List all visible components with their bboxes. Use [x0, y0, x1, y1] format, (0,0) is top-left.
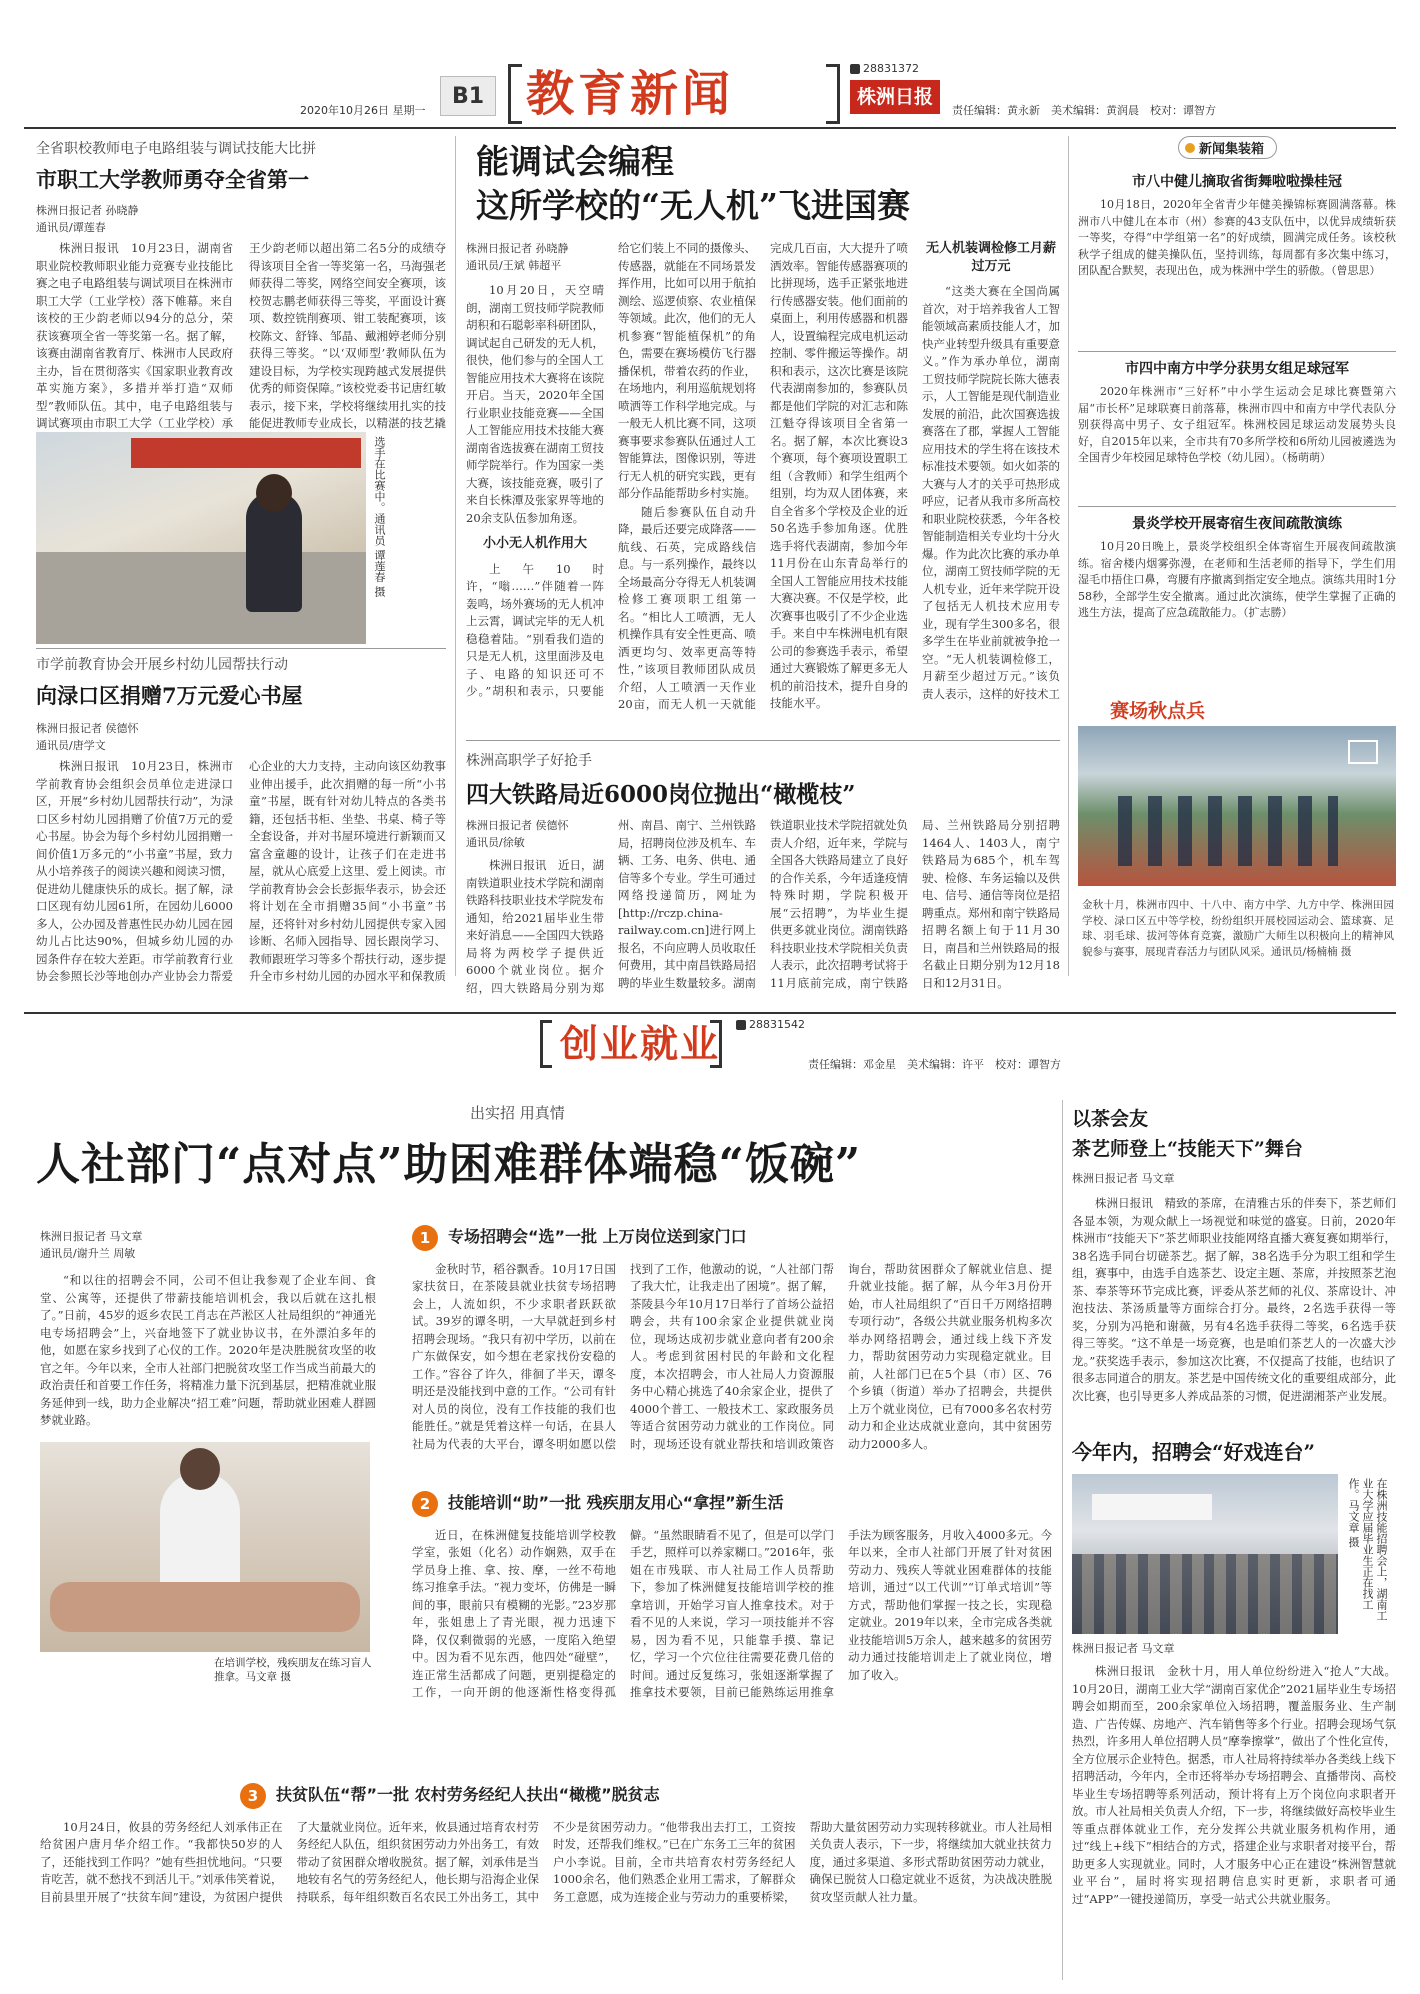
article-kicker: 全省职校教师电子电路组装与调试技能大比拼: [36, 141, 316, 157]
news-briefs-sidebar: [1078, 136, 1396, 655]
section-number-badge: 3: [240, 1783, 266, 1809]
section-bracket-right: [826, 64, 840, 124]
photo-job-fair: [1072, 1474, 1338, 1634]
article-columns: [466, 240, 1060, 716]
subsection-heading: [240, 1782, 1052, 1809]
phone-icon: [736, 1020, 746, 1030]
section-number-badge: 1: [412, 1225, 438, 1251]
subsection-2: [412, 1490, 1052, 1779]
article-byline: 株洲日报记者 孙晓静 通讯员/谭莲春: [36, 204, 139, 234]
article-columns: [412, 1261, 1052, 1479]
article-body-text: “和以往的招聘会不同，公司不但让我参观了企业车间、食堂、公寓等，还提供了带薪技能培训机会，我以后就在这扎根了。”日前，45岁的返乡农民工肖志在芦淞区人社局组织的“神通光电专场招聘会”上，兴奋地签下了就业协议书，在外漂泊多年的他，如愿在家乡找到了心仪的工作。2020年是决胜脱贫攻坚的收官之年。今年以来，全市人社部门把脱贫攻坚工作当成当前最大的政治责任和首要工作任务，将精准力量下沉到基层，把精准就业服务延伸到一线，助力企业解决“招工难”问题，帮助就业困难人群圆梦就业路。: [40, 1273, 376, 1427]
article-columns: [40, 1819, 1052, 1985]
article-body-text: 金秋时节，稻谷飘香。10月17日国家扶贫日，在茶陵县就业扶贫专场招聘会上，人流如织，不少求职者跃跃欲试。39岁的谭冬明，一大早就赶到乡村招聘会现场。“我只有初中学历，以前在广东做保安，如今想在老家找份安稳的工作。”容谷了许久，徘徊了半天，谭冬明还是没能找到中意的工作。“公司有针对人员的岗位，没有工作技能的我们也能胜任。”就是凭着这样一句话，在县人社局为代表的大平台，谭冬明如愿以偿找到了工作，他激动的说，“人社部门帮了我大忙，让我走出了困境”。据了解，茶陵县今年10月17日举行了首场公益招聘会，共有100余家企业提供就业岗位，现场达成初步就业意向者有200余人。考虑到贫困村民的年龄和文化程度，本次招聘会，市人社局人力资源服务中心精心挑选了40余家企业，提供了4000个普工、一般技术工、家政服务员等适合贫困劳动力就业的工作岗位。同时，现场还设有就业帮扶和培训政策咨询台，帮助贫困群众了解就业信息、提升就业技能。据了解，从今年3月份开始，市人社局组织了“百日千万网络招聘专项行动”，各级公共就业服务机构多次举办网络招聘会，通过线上线下齐发力，帮助贫困劳动力实现稳定就业。目前，人社部门已在5个县（市）区、76个乡镇（街道）举办了招聘会，共提供上万个就业岗位，已有7000多名农村劳动力和企业达成就业意向，其中贫困劳动力2000多人。: [412, 1261, 1052, 1451]
section-number-badge: 2: [412, 1491, 438, 1517]
photo-caption: 在株洲技能招聘会上，湖南工业大学应届毕业生正在找工作。马文章 摄: [1347, 1478, 1388, 1621]
article-byline: 株洲日报记者 马文章: [1072, 1172, 1175, 1185]
brief-body: [1078, 384, 1396, 500]
article-body-text: 株洲日报讯 近日，湖南铁道职业技术学院和湖南铁路科技职业技术学院发布通知，给2021届毕业生带来好消息——全国四大铁路局将为两校学子提供近6000个就业岗位。据介绍，四大铁路局分别为郑州、南昌、南宁、兰州铁路局，招聘岗位涉及机车、车辆、工务、电务、供电、通信等多个专业。学生可通过网络投递简历，网址为[http://rczp.china-railway.com.cn]进行网上报名，不向应聘人员收取任何费用，其中南昌铁路局招聘的毕业生数量较多。湖南铁道职业技术学院招就处负责人介绍，近年来，学院与全国各大铁路局建立了良好的合作关系，今年适逢疫情特殊时期，学院积极开展“云招聘”，为毕业生提供更多就业岗位。湖南铁路科技职业技术学院相关负责人表示，此次招聘考试将于11月底前完成，南宁铁路局、兰州铁路局分别招聘1464人、1403人，南宁铁路局为685个，机车驾驶、检修、车务运输以及供电、信号、通信等岗位是招聘重点。郑州和南宁铁路局招聘名额上旬于11月30日，南昌和兰州铁路局的报名截止日期分别为12月18日和12月31日。: [466, 818, 1060, 995]
sidebar-brief: [1078, 171, 1396, 345]
article-byline: 株洲日报记者 马文章 通讯员/谢升兰 周敏: [40, 1230, 143, 1260]
article-body: [1072, 1663, 1396, 1963]
photo-players: [1118, 796, 1338, 866]
page-date: 2020年10月26日 星期一: [300, 104, 426, 117]
article-title: 市职工大学教师勇夺全省第一: [36, 167, 309, 192]
photo-hoop: [1348, 740, 1378, 764]
brief-body: [1078, 197, 1396, 345]
article-body-text: 近日，在株洲健复技能培训学校教学室，张姐（化名）动作娴熟，双手在学员身上推、拿、按、摩，一丝不苟地练习推拿手法。“视力变坏，仿佛是一瞬间的事，眼前只有模糊的光影。”23岁那年，张姐患上了青光眼，视力迅速下降，仅仅剩微弱的光感，一度陷入绝望中。因为看不见东西，他四处“碰壁”，连正常生活都成了问题，更别提稳定的工作，一向开朗的他逐渐性格变得孤僻。“虽然眼睛看不见了，但是可以学门手艺，照样可以养家糊口。”2016年，张姐在市残联、市人社局工作人员帮助下，参加了株洲健复技能培训学校的推拿培训，开始学习盲人推拿技术。对于看不见的人来说，学习一项技能并不容易，因为看不见，只能靠手摸、靠记忆，学习一个穴位往往需要花费几倍的时间。通过反复练习，张姐逐渐掌握了推拿技术要领，目前已能熟练运用推拿手法为顾客服务，月收入4000多元。今年以来，全市人社部门开展了针对贫困劳动力、残疾人等就业困难群体的技能培训，通过“以工代训”“订单式培训”等方式，帮助他们掌握一技之长，实现稳定就业。2019年以来，全市完成各类就业技能培训5万余人，越来越多的贫困劳动力通过技能培训走上了就业岗位，增加了收入。: [412, 1527, 1052, 1699]
brief-body: [1078, 539, 1396, 655]
column-divider: [1062, 1100, 1063, 1980]
masthead-rule: [24, 127, 1396, 129]
photo-booth-sign: [1092, 1494, 1212, 1520]
photo-instructor-head: [180, 1448, 220, 1490]
article-kicker: 出实招 用真情: [470, 1104, 565, 1122]
sidebar-header-label: 新闻集装箱: [1199, 142, 1265, 157]
section-bracket-left: [508, 64, 522, 124]
editors-credit: 责任编辑：黄永新 美术编辑：黄润晨 校对：谭智方: [952, 104, 1216, 117]
article-kicker: 市学前教育协会开展乡村幼儿园帮扶行动: [36, 657, 288, 673]
article-columns: [466, 817, 1060, 1007]
article-byline: 株洲日报记者 侯德怀 通讯员/唐学文: [36, 722, 139, 752]
photo-feature-header: 赛场秋点兵: [1110, 700, 1206, 722]
article-title: 四大铁路局近6000岗位抛出“橄榄枝”: [466, 781, 856, 808]
article-columns: [412, 1527, 1052, 1779]
column-divider: [455, 136, 456, 976]
hotline-number: 28831372: [863, 62, 919, 75]
article-body-text: “这类大赛在全国尚属首次，对于培养我省人工智能领域高素质技能人才，加快产业转型升级具有重要意义。”作为承办单位，湖南工贸技师学院院长陈大德表示，人工智能是现代制造业发展的前沿，此次国赛选拔赛落在了郡，掌握人工智能应用技术的学生将在该技术标准技术要领。如火如荼的大赛与人才的关乎可热形成呼应，记者从我市多所高校和职业院校获悉，今年各校智能制造相关专业均十分火爆。作为此次比赛的承办单位，湖南工贸技师学院的无人机专业，近年来学院开设了包括无人机技术应用专业，现有学生300多名，很多学生在毕业前就被争抢一空。“无人机装调检修工，月薪至少超过万元。”该负责人表示，这样的好技术工: [922, 284, 1060, 701]
sidebar-brief: [1078, 358, 1396, 500]
article-body-text: 株洲日报讯 10月23日，株洲市学前教育协会组织会员单位走进渌口区，开展“乡村幼儿园帮扶行动”，为渌口区乡村幼儿园捐赠了价值7万元的爱心书屋。协会为每个乡村幼儿园捐赠一间价值1万多元的“小书童”书屋，致力从小培养孩子的阅读兴趣和阅读习惯，促进幼儿健康快乐的成长。据了解，渌口区现有幼儿园61所，在园幼儿6000多人，公办园及普惠性民办幼儿园在园幼儿占比达90%，但城乡幼儿园的办园条件存在较大差距。市学前教育行业协会参照长沙等地创办产业协会力帮爱心企业的大力支持，主动向该区幼教事业伸出援手，此次捐赠的每一所“小书童”书屋，既有针对幼儿特点的各类书籍，还包括书柜、坐垫、书桌、椅子等全套设备，并对书屋环境进行新颖而又富含童趣的设计，让孩子们在走进书屋，就从心底爱上这里、爱上阅读。市学前教育协会会长彭振华表示，协会还将计划在全市捐赠35间“小书童”书屋，还将针对乡村幼儿园提供专家入园诊断、名师入园指导、园长跟岗学习、教师跟班学习等多个帮扶行动，逐步提升全市乡村幼儿园的办园水平和保教质: [36, 759, 446, 983]
divider: [1078, 351, 1396, 352]
page-number-badge: B1: [440, 76, 496, 116]
divider: [1078, 506, 1396, 507]
subsection-1: [412, 1224, 1052, 1479]
article-job-fairs: [1072, 1436, 1396, 1465]
article-drone: [466, 140, 1060, 228]
article-body: [36, 758, 446, 994]
article-job-fairs-body: [1072, 1640, 1396, 1963]
sidebar-brief: [1078, 513, 1396, 655]
section-title: 创业就业: [560, 1021, 721, 1066]
photo-banner: [131, 438, 361, 468]
paper-logo: 株洲日报: [850, 80, 940, 114]
article-main-intro: [40, 1220, 376, 1450]
photo-massage-training: [40, 1442, 370, 1652]
divider: [466, 740, 1060, 741]
subsection-title: 扶贫队伍“帮”一批 农村劳务经纪人扶出“橄榄”脱贫志: [276, 1785, 660, 1804]
brief-title: 市八中健儿摘取省街舞啦啦操桂冠: [1132, 174, 1342, 190]
section-title: 教育新闻: [526, 66, 735, 122]
sidebar-header: [1178, 136, 1277, 159]
article-drone-body: [466, 240, 1060, 716]
article-title: 以茶会友 茶艺师登上“技能天下”舞台: [1072, 1108, 1303, 1160]
photo-feature-caption: 金秋十月，株洲市四中、十八中、南方中学、九方中学、株洲田园学校、渌口区五中等学校，纷纷组织开展校园运动会、篮球赛、足球、羽毛球、拔河等体育竞赛，激励广大师生以积极向上的精神风貌参与赛事，展现青春活力与团队风采。通讯员/杨楠楠 摄: [1082, 899, 1394, 958]
article-body-text: 随后参赛队伍自动升降，最后还要完成降落——航线、石英，完成路线信息。与一系列操作，最终以全场最高分夺得无人机装调检修工赛项职工组第一名。“相比人工喷洒，无人机操作具有安全性更高、喷洒更均匀、效率更高等特性，”该项目教师团队成员介绍，人工喷洒一天作业20亩，而无人机一天就能完成几百亩，大大提升了喷洒效率。智能传感器赛项的比拼现场，选手正紧张地进行传感器安装。他们面前的桌面上，利用传感器和机器人，设置编程完成电机运动控制、零件搬运等操作。胡积和表示，这次比赛是该院代表湖南参加的，参赛队员都是他们学院的对汇志和陈江魁夺得该项目全省第一名。据了解，本次比赛设3个赛项，每个赛项设置职工组（含教师）和学生组两个组别，均为双人团体赛，来自全省多个学校及企业的近50名选手参加角逐。优胜选手将代表湖南，参加今年11月份在山东青岛举行的全国人工智能应用技术技能大赛决赛。不仅是学校，此次赛事也吸引了不少企业选手。来自中车株洲电机有限公司的参赛选手表示，希望通过大赛锻炼了解更多无人机的前沿技术，提升自身的技能水平。: [618, 241, 908, 711]
page2-header: [0, 1016, 1420, 1088]
article-body-text: 株洲日报讯 10月23日，湖南省职业院校教师职业能力竞赛专业技能比赛之电子电路组装与调试项目在株洲市职工大学（工业学校）落下帷幕。来自该校的王少韵老师以94分的总分，荣获该赛项全省一等奖第一名。据了解，该赛由湖南省教育厅、株洲市人民政府主办，旨在贯彻落实《国家职业教育改革实施方案》，多措并举打造“双师型”教师队伍。其中，电子电路组装与调试赛项由市职工大学（工业学校）承 王少韵老师以超出第二名5分的成绩夺得该项目全省一等奖第一名，马海强老师获得二等奖，网络空间安全赛项，该校贺志鹏老师获得三等奖，平面设计赛项、数控铣削赛项、钳工装配赛项，该校陈文、舒锋、邹晶、戴湘婷老师分别获得三等奖。“以‘双师型’教师队伍为建设目标，为学校实现跨越式发展提供优秀的师资保障。”该校党委书记唐红敏表示，接下来，学校将继续用扎实的技能促进教师专业成长，以精湛的技艺撬: [36, 241, 446, 430]
divider: [36, 648, 446, 649]
subsection-heading: [412, 1224, 1052, 1251]
brief-body-text: 10月18日，2020年全省青少年健美操锦标赛圆满落幕。株洲市八中健儿在本市（州）参赛的43支队伍中，以优异成绩斩获一等奖，夺得“中学组第一名”的好成绩，圆满完成任务。该校秋秋学子组成的健美操队伍，坚持训练，每周都有多次集中练习，团队配合默契，表现出色，成为株洲中学生的骄傲。（曾思思）: [1078, 198, 1396, 277]
subsection-title: 技能培训“助”一批 残疾朋友用心“拿捏”新生活: [448, 1493, 784, 1512]
photo-trainee: [50, 1582, 360, 1632]
article-body: [1072, 1195, 1396, 1439]
article-body-text: 10月24日，攸县的劳务经纪人刘承伟正在给贫困户唐月华介绍工作。“我都快50岁的人了，还能找到工作吗？”她有些担忧地问。“只要肯吃苦，就不愁找不到活儿干。”刘承伟笑着说，目前县里开展了“扶贫车间”建设，为贫困户提供了大量就业岗位。近年来，攸县通过培育农村劳务经纪人队伍，组织贫困劳动力外出务工，有效带动了贫困群众增收脱贫。据了解，刘承伟是当地较有名气的劳务经纪人，他长期与沿海企业保持联系，每年组织数百名农民工外出务工，其中不少是贫困劳动力。“他带我出去打工，工资按时发，还帮我们维权。”已在广东务工三年的贫困户小李说。目前，全市共培育农村劳务经纪人1000余名，他们熟悉企业用工需求，了解群众务工意愿，成为连接企业与劳动力的重要桥梁，帮助大量贫困劳动力实现转移就业。市人社局相关负责人表示，下一步，将继续加大就业扶贫力度，通过多渠道、多形式帮助贫困劳动力就业，确保已脱贫人口稳定就业不返贫，为决战决胜脱贫攻坚贡献人社力量。: [40, 1819, 1052, 1904]
article-lead: [40, 1272, 376, 1450]
article-book-donation: [36, 654, 446, 994]
article-subhead: 无人机装调检修工月薪过万元: [925, 241, 1056, 274]
column-divider: [1068, 136, 1069, 976]
article-byline: 株洲日报记者 马文章: [1072, 1642, 1175, 1655]
article-teacher-award: [36, 138, 446, 476]
article-kicker: 株洲高职学子好抢手: [466, 753, 592, 769]
subsection-heading: [412, 1490, 1052, 1517]
photo-caption: 选手在比赛中。通讯员 谭莲春 摄: [373, 436, 386, 597]
editors-credit: 责任编辑：邓金星 美术编辑：许平 校对：谭智方: [808, 1058, 1061, 1071]
masthead: [0, 58, 1420, 128]
brief-body-text: 10月20日晚上，景炎学校组织全体寄宿生开展夜间疏散演练。宿舍楼内烟雾弥漫，在老师和生活老师的指导下，学生们用湿毛巾捂住口鼻，弯腰有序撤离到指定安全地点。演练共用时1分58秒，全部学生安全撤离。通过此次演练，使学生掌握了正确的逃生方法，提高了应急疏散能力。（扩志勝）: [1078, 540, 1396, 619]
article-body-text: 株洲日报讯 精致的茶席，在清雅古乐的伴奏下，茶艺师们各显本领，为观众献上一场视觉和味觉的盛宴。日前，2020年株洲市“技能天下”茶艺师职业技能网络直播大赛复赛如期举行，38名选手同台切磋茶艺。据了解，38名选手分为职工组和学生组，赛事中，由选手自选茶艺、设定主题、茶席，并按照茶艺泡茶、奉茶等环节完成比赛，评委从茶艺师的礼仪、茶席设计、冲泡技法、茶汤质量等方面综合打分。最终，2名选手获得一等奖，分别为冯艳和谢薇，另有4名选手获得二等奖，6名选手获得三等奖。“这不单是一场竞赛，也是咱们茶艺人的一次盛大沙龙。”获奖选手表示，参加这次比赛，不仅提高了技能，也结识了很多志同道合的朋友。茶艺是中国传统文化的重要组成部分，此次比赛，也引导更多人养成品茶的习惯，促进湖湘茶产业发展。: [1072, 1196, 1396, 1403]
hotline: [736, 1018, 805, 1031]
article-subhead: 小小无人机作用大: [482, 536, 587, 551]
article-byline: 株洲日报记者 孙晓静 通讯员/王斌 韩超平: [466, 242, 569, 272]
subsection-title: 专场招聘会“选”一批 上万岗位送到家门口: [448, 1227, 747, 1246]
page-divider: [24, 1012, 1396, 1014]
photo-bench: [36, 552, 366, 644]
article-title: 向渌口区捐赠7万元爱心书屋: [36, 683, 303, 708]
hotline-number: 28831542: [749, 1018, 805, 1031]
hotline: [850, 62, 919, 75]
photo-caption: 在培训学校，残疾朋友在练习盲人推拿。马文章 摄: [214, 1657, 372, 1683]
brief-title: 市四中南方中学分获男女组足球冠军: [1125, 361, 1349, 377]
bullet-icon: [1185, 143, 1195, 153]
article-title: 人社部门“点对点”助困难群体端稳“饭碗”: [36, 1139, 862, 1190]
article-body-text: 上午10时许，“嗡……”伴随着一阵轰鸣，场外赛场的无人机冲上云霄，调试完毕的无人机稳稳着陆。“别看我们造的只是无人机，这里面涉及电子、电路的知识还可不少。”胡积和表示，只要能给它们装上不同的摄像头、传感器，就能在不同场景发挥作用，比如可以用于航拍测绘、巡逻侦察、农业植保等领域。此次，他们的无人机参赛“智能植保机”的角色，需要在赛场模仿飞行器播保机，带着农药的作业，在场地内，利用巡航规划将喷洒等工作科学地完成。与一般无人机比赛不同，这项赛事要求参赛队伍通过人工智能算法，图像识别，等进行无人机的研究实践，更有部分作品能帮助乡村实施。: [466, 241, 756, 698]
article-body-text: 10月20日，天空晴朗，湖南工贸技师学院教师胡积和石聪彰率科研团队，调试起自己研发的无人机，很快，他们参与的全国人工智能应用技术大赛将在该院开启。当天，2020年全国行业职业技能竞赛——全国人工智能应用技术技能大赛湖南省选拔赛在湖南工贸技师学院举行。作为国家一类大赛，该技能竞赛，吸引了来自长株潭及张家界等地的20余支队伍参加角逐。: [466, 283, 604, 525]
article-title: 能调试会编程 这所学校的“无人机”飞进国赛: [476, 142, 910, 225]
photo-basketball-game: [1078, 726, 1396, 886]
phone-icon: [850, 64, 860, 74]
article-railway-jobs: [466, 750, 1060, 1007]
brief-title: 景炎学校开展寄宿生夜间疏散演练: [1132, 516, 1342, 532]
article-body-text: 株洲日报讯 金秋十月，用人单位纷纷进入“抢人”大战。10月20日，湖南工业大学“湖南百家优企”2021届毕业生专场招聘会如期而至，200余家单位入场招聘，覆盖服务业、生产制造、广告传媒、房地产、汽车销售等多个行业。招聘会现场气氛热烈，许多用人单位招聘人员“摩拳擦掌”，做出了个性化宣传，全方位展示企业特色。据悉，市人社局将持续举办各类线上线下招聘活动，今年内，全市还将举办专场招聘会、直播带岗、高校毕业生专场招聘等系列活动，预计将有上万个岗位向求职者开放。市人社局相关负责人介绍，下一步，将继续做好高校毕业生等重点群体就业工作，充分发挥公共就业服务机构作用，通过“线上+线下”相结合的方式，搭建企业与求职者对接平台，帮助更多人实现就业。同时，人才服务中心正在建设“株洲智慧就业平台”，届时将实现招聘信息实时更新，求职者可通过“APP”一键投递简历，享受一站式公共就业服务。: [1072, 1664, 1396, 1906]
photo-teacher-competition: [36, 432, 366, 644]
section-bracket-right: [710, 1020, 722, 1068]
section-bracket-left: [540, 1020, 552, 1068]
photo-person-head: [256, 474, 292, 512]
article-title: 今年内，招聘会“好戏连台”: [1072, 1440, 1316, 1464]
subsection-3: [40, 1782, 1052, 1985]
article-byline: 株洲日报记者 侯德怀 通讯员/徐敏: [466, 819, 569, 849]
brief-body-text: 2020年株洲市“三好杯”中小学生运动会足球比赛暨第六届“市长杯”足球联赛日前落幕，株洲市四中和南方中学代表队分别获得高中男子、女子组冠军。株洲校园足球运动发展势头良好，自2015年以来，全市共有70多所学校和6所幼儿园被遴选为全国青少年校园足球特色学校（幼儿园）。（杨萌萌）: [1078, 385, 1396, 464]
article-tea-art: [1072, 1104, 1396, 1439]
photo-crowd: [1072, 1554, 1338, 1634]
